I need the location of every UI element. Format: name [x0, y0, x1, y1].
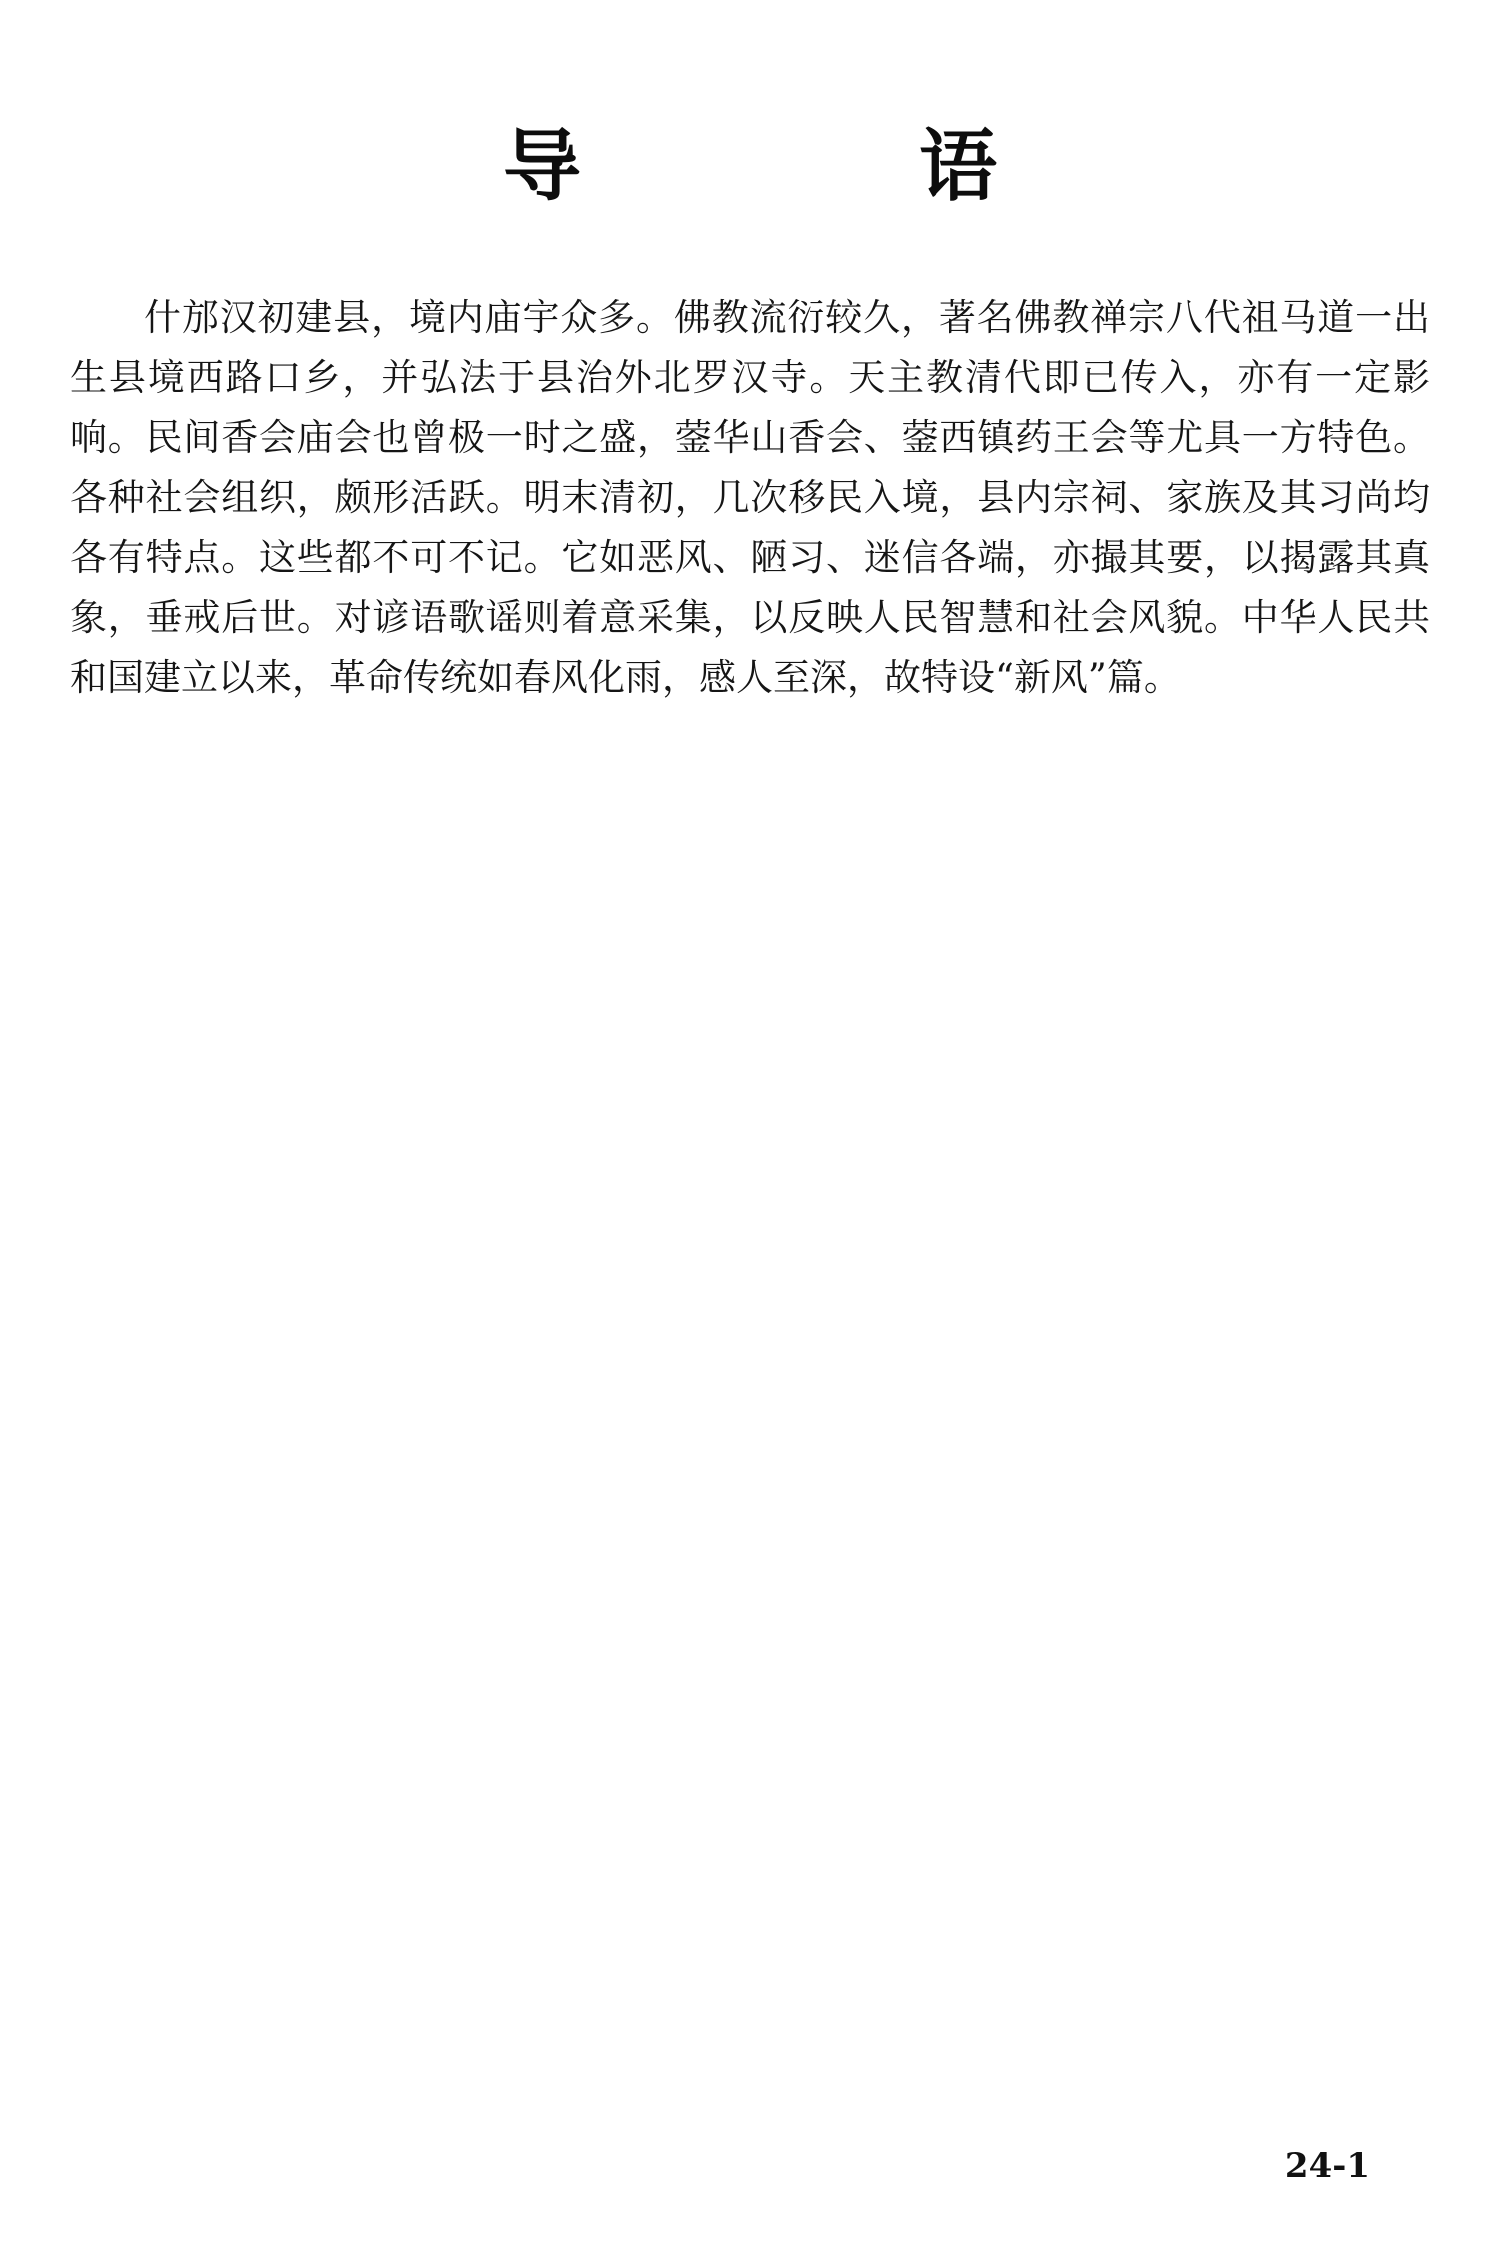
- body-text: [70, 288, 1430, 708]
- page-number: 24-1: [1284, 2146, 1370, 2186]
- intro-paragraph: 什邡汉初建县，境内庙宇众多。佛教流衍较久，著名佛教禅宗八代祖马道一出生县境西路口乡，并弘法于县治外北罗汉寺。天主教清代即已传入，亦有一定影响。民间香会庙会也曾极一时之盛，蓥华山香会、蓥西镇药王会等尤具一方特色。各种社会组织，颇形活跃。明末清初，几次移民入境，县内宗祠、家族及其习尚均各有特点。这些都不可不记。它如恶风、陋习、迷信各端，亦撮其要，以揭露其真象，垂戒后世。对谚语歌谣则着意采集，以反映人民智慧和社会风貌。中华人民共和国建立以来，革命传统如春风化雨，感人至深，故特设“新风”篇。: [70, 296, 1430, 699]
- page-title: 导 语: [502, 121, 1127, 212]
